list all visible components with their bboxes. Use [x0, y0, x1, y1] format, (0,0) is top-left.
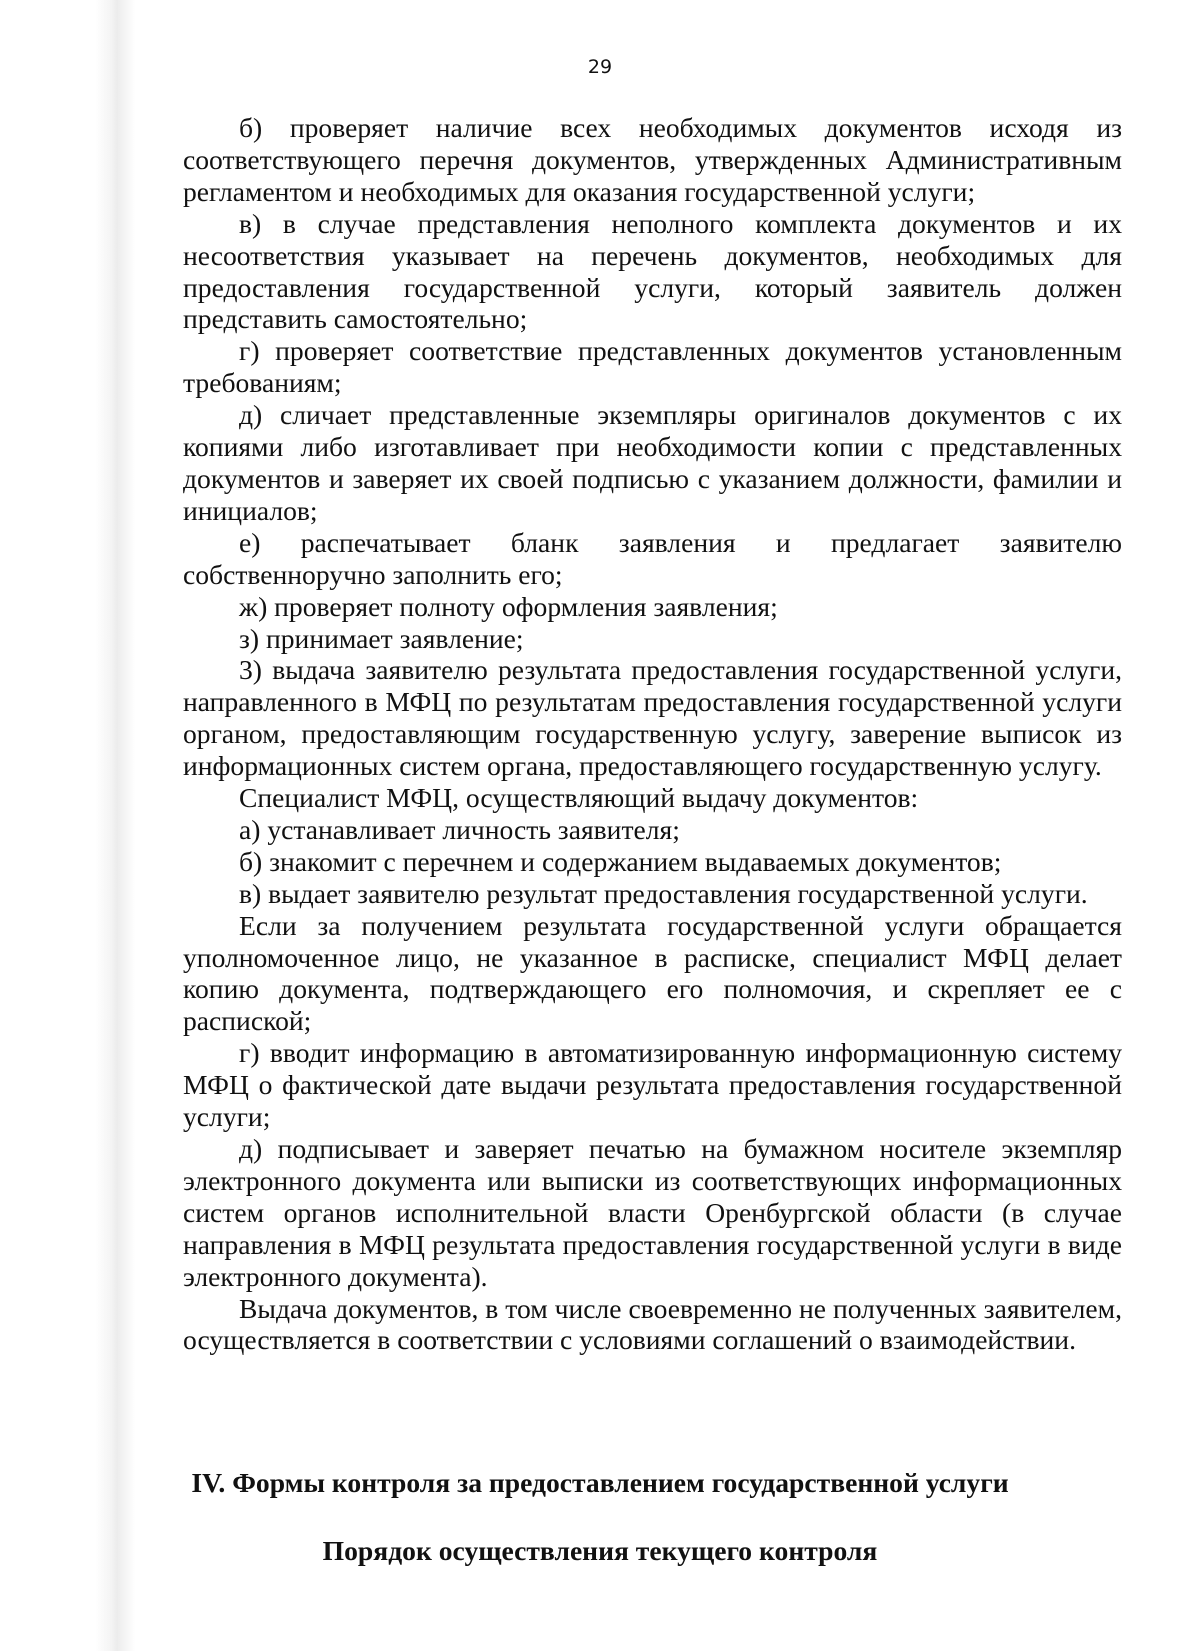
scan-margin-shadow — [95, 0, 135, 1651]
paragraph-specialist-intro: Специалист МФЦ, осуществляющий выдачу документов: — [239, 782, 919, 814]
paragraph-issuance-agreements: Выдача документов, в том числе своевременно не полученных заявителем, осуществляется в соответствии с условиями соглашений о взаимодействии. — [183, 1292, 1122, 1356]
paragraph-e-print-form: е) распечатывает бланк заявления и предлагает заявителю собственноручно заполнить его; — [183, 526, 1122, 590]
paragraph-3-issue-result: 3) выдача заявителю результата предоставления государственной услуги, направленного в МФЦ по результатам предоставления государственной услуги органом, предоставляющим государственную услугу, заверение выписок из информационных систем органа, предоставляющего государственную услугу. — [183, 654, 1122, 782]
paragraph-b-check-documents: б) проверяет наличие всех необходимых документов исходя из соответствующего перечня документов, утвержденных Административным регламентом и необходимых для оказания государственной услуги; — [183, 112, 1122, 207]
paragraph-v-issue-result: в) выдает заявителю результат предоставления государственной услуги. — [239, 877, 1088, 909]
paragraph-a-identify-applicant: а) устанавливает личность заявителя; — [239, 813, 680, 845]
paragraph-zh-check-completeness: ж) проверяет полноту оформления заявления; — [239, 590, 778, 622]
document-body — [183, 112, 1122, 1356]
paragraph-g-check-compliance: г) проверяет соответствие представленных документов установленным требованиям; — [183, 335, 1122, 399]
paragraph-v-incomplete-set: в) в случае представления неполного комплекта документов и их несоответствия указывает на перечень документов, необходимых для предоставления государственной услуги, который заявитель должен представить самостоятельно; — [183, 207, 1122, 335]
subsection-heading: Порядок осуществления текущего контроля — [322, 1535, 878, 1566]
paragraph-z-accept-application: з) принимает заявление; — [239, 622, 524, 654]
section-heading: IV. Формы контроля за предоставлением государственной услуги — [191, 1467, 1009, 1498]
paragraph-authorized-person: Если за получением результата государственной услуги обращается уполномоченное лицо, не указанное в расписке, специалист МФЦ делает копию документа, подтверждающего его полномочия, и скрепляет ее с распиской; — [183, 909, 1122, 1037]
paragraph-d-compare-originals: д) сличает представленные экземпляры оригиналов документов с их копиями либо изготавливает при необходимости копии с представленных документов и заверяет их своей подписью с указанием должности, фамилии и инициалов; — [183, 399, 1122, 526]
paragraph-g-enter-information: г) вводит информацию в автоматизированную информационную систему МФЦ о фактической дате выдачи результата предоставления государственной услуги; — [183, 1037, 1122, 1133]
page-number: 29 — [587, 56, 613, 78]
paragraph-d-sign-and-certify: д) подписывает и заверяет печатью на бумажном носителе экземпляр электронного документа или выписки из соответствующих информационных систем органов исполнительной власти Оренбургской области (в случае направления в МФЦ результата предоставления государственной услуги в виде электронного документа). — [183, 1133, 1122, 1292]
paragraph-b-familiarize: б) знакомит с перечнем и содержанием выдаваемых документов; — [239, 845, 1002, 877]
